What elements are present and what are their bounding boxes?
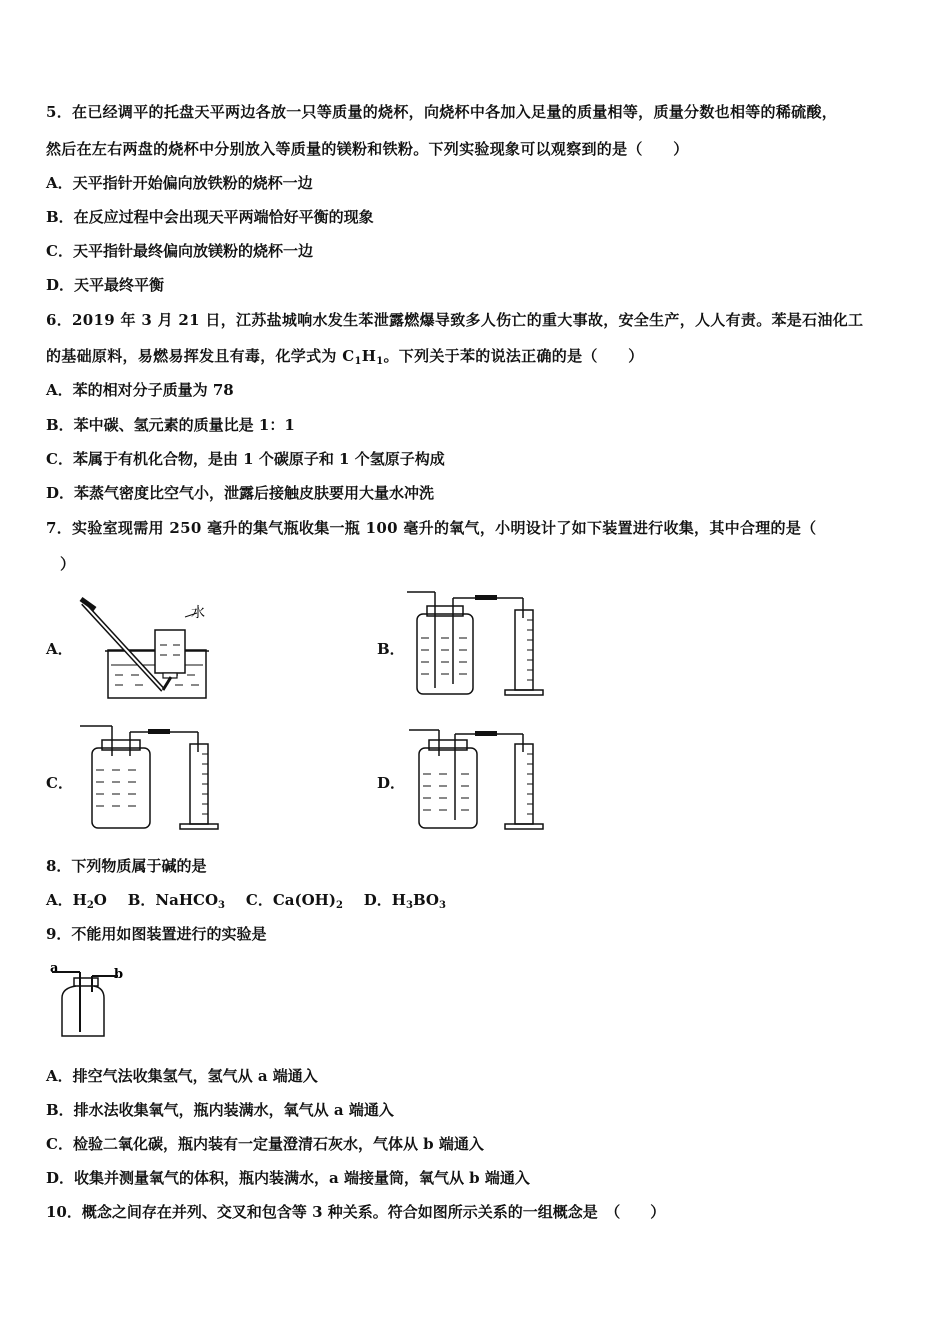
q7-water-label: 水 bbox=[191, 605, 205, 621]
q5-stem-line1: 5．在已经调平的托盘天平两边各放一只等质量的烧杯，向烧杯中各加入足量的质量相等，质量分数也相等的稀硫酸， bbox=[46, 103, 838, 121]
q6-stem-line1: 6．2019 年 3 月 21 日，江苏盐城响水发生苯泄露燃爆导致多人伤亡的重大事故，安全生产，人人有责。苯是石油化工 bbox=[46, 311, 864, 329]
q7-figure-a bbox=[75, 595, 215, 705]
q9-option-d: D．收集并测量氧气的体积，瓶内装满水，a 端接量筒，氧气从 b 端通入 bbox=[46, 1169, 530, 1187]
q5-option-c: C．天平指针最终偏向放镁粉的烧杯一边 bbox=[46, 242, 313, 260]
q9-label-a: a bbox=[50, 961, 59, 976]
q7-figure-c bbox=[78, 722, 218, 834]
q8-stem: 8．下列物质属于碱的是 bbox=[46, 857, 207, 875]
q9-option-b: B．排水法收集氧气，瓶内装满水，氧气从 a 端通入 bbox=[46, 1101, 394, 1119]
q7-label-d: D． bbox=[377, 774, 406, 792]
q9-option-a: A．排空气法收集氢气，氢气从 a 端通入 bbox=[46, 1067, 318, 1085]
q5-stem-line2: 然后在左右两盘的烧杯中分别放入等质量的镁粉和铁粉。下列实验现象可以观察到的是（ ） bbox=[46, 140, 689, 158]
q6-option-d: D．苯蒸气密度比空气小，泄露后接触皮肤要用大量水冲洗 bbox=[46, 484, 435, 502]
q7-figure-b bbox=[405, 588, 545, 700]
q8-option-d: D．$H_3BO_3$ bbox=[363, 891, 446, 911]
q5-option-a: A．天平指针开始偏向放铁粉的烧杯一边 bbox=[46, 174, 313, 192]
q6-option-b: B．苯中碳、氢元素的质量比是 1：1 bbox=[46, 416, 295, 434]
q7-stem-line1: 7．实验室现需用 250 毫升的集气瓶收集一瓶 100 毫升的氧气，小明设计了如下装置进行收集，其中合理的是（ bbox=[46, 519, 817, 537]
q8-option-b: B．NaHCO$_3$ bbox=[127, 891, 226, 911]
q7-label-b: B． bbox=[377, 640, 405, 658]
q6-option-a: A．苯的相对分子质量为 78 bbox=[46, 381, 234, 399]
q9-stem: 9．不能用如图装置进行的实验是 bbox=[46, 925, 267, 943]
q5-option-b: B．在反应过程中会出现天平两端恰好平衡的现象 bbox=[46, 208, 374, 226]
q5-option-d: D．天平最终平衡 bbox=[46, 276, 165, 294]
q6-stem-line2: 的基础原料，易燃易挥发且有毒，化学式为 $C_1H_1$。下列关于苯的说法正确的是（ ） bbox=[46, 347, 644, 367]
q8-options bbox=[46, 890, 446, 916]
q9-option-c: C．检验二氧化碳，瓶内装有一定量澄清石灰水，气体从 b 端通入 bbox=[46, 1135, 484, 1153]
q7-label-a: A． bbox=[46, 640, 73, 658]
q7-label-c: C． bbox=[46, 774, 73, 792]
q6-option-c: C．苯属于有机化合物，是由 1 个碳原子和 1 个氢原子构成 bbox=[46, 450, 445, 468]
q7-figure-d bbox=[405, 722, 545, 834]
q10-stem: 10．概念之间存在并列、交叉和包含等 3 种关系。符合如图所示关系的一组概念是 （ ） bbox=[46, 1203, 666, 1221]
q9-label-b: b bbox=[114, 967, 124, 982]
q8-option-c: C．$Ca(OH)_2$ bbox=[245, 891, 343, 911]
q8-option-a: A．$H_2O$ bbox=[46, 891, 107, 911]
q9-figure bbox=[48, 958, 128, 1042]
q7-stem-line2: ） bbox=[60, 555, 76, 573]
